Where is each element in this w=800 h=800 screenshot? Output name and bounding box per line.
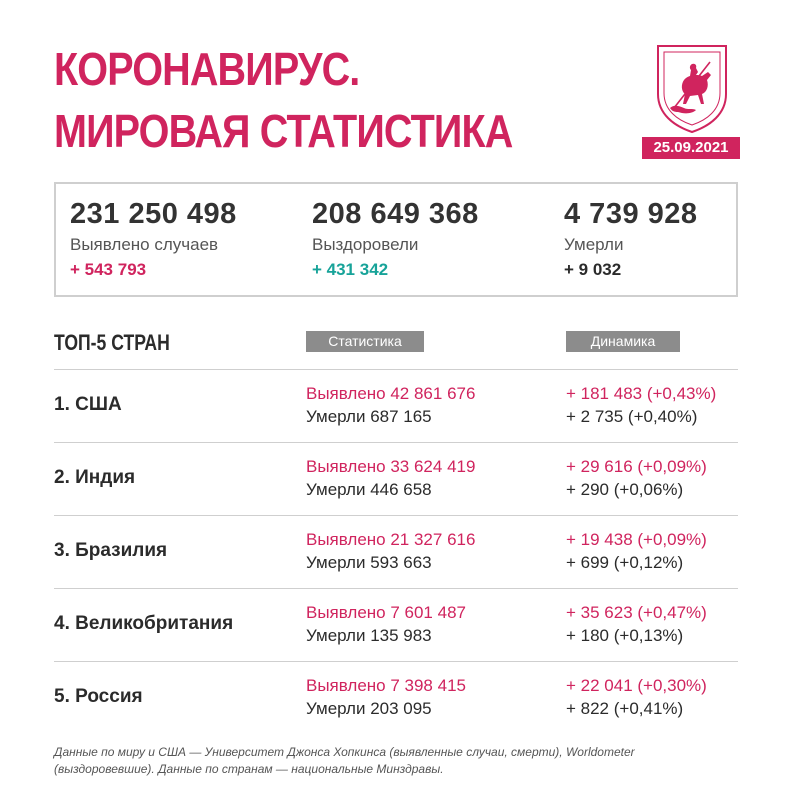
- total-cases-delta: + 543 793: [70, 260, 147, 279]
- total-recovered-label: Выздоровели: [312, 235, 419, 254]
- country-row: [54, 588, 738, 661]
- country-cases-delta: + 181 483 (+0,43%): [566, 384, 717, 403]
- total-deaths-value: 4 739 928: [564, 198, 698, 230]
- country-cases: Выявлено 21 327 616: [306, 530, 476, 549]
- country-row: [54, 515, 738, 588]
- country-name: 3. Бразилия: [54, 540, 168, 561]
- country-deaths: Умерли 135 983: [306, 626, 432, 645]
- country-name: 4. Великобритания: [54, 613, 234, 634]
- country-deaths-delta: + 2 735 (+0,40%): [566, 407, 698, 426]
- source-footnote: [54, 744, 754, 778]
- country-deaths: Умерли 203 095: [306, 699, 432, 718]
- country-cases-delta: + 29 616 (+0,09%): [566, 457, 707, 476]
- stats-column-header: Статистика: [306, 331, 424, 352]
- total-cases-value: 231 250 498: [70, 198, 237, 230]
- country-name: 2. Индия: [54, 467, 136, 488]
- footnote-line-1: Данные по миру и США — Университет Джонса Хопкинса (выявленные случаи, смерти), Worldometer: [54, 745, 635, 759]
- country-name: 1. США: [54, 394, 122, 415]
- title-line-1: КОРОНАВИРУС.: [54, 43, 360, 95]
- country-row: [54, 661, 738, 734]
- country-row: [54, 442, 738, 515]
- country-deaths-delta: + 180 (+0,13%): [566, 626, 684, 645]
- country-cases: Выявлено 42 861 676: [306, 384, 476, 403]
- country-cases-delta: + 22 041 (+0,30%): [566, 676, 707, 695]
- footnote-line-2: (выздоровевшие). Данные по странам — национальные Минздравы.: [54, 762, 444, 776]
- country-cases: Выявлено 7 601 487: [306, 603, 466, 622]
- title-line-2: МИРОВАЯ СТАТИСТИКА: [54, 105, 513, 157]
- country-cases-delta: + 35 623 (+0,47%): [566, 603, 707, 622]
- totals-panel: [54, 182, 738, 297]
- country-deaths-delta: + 822 (+0,41%): [566, 699, 684, 718]
- dynamics-column-header: Динамика: [566, 331, 680, 352]
- country-deaths: Умерли 593 663: [306, 553, 432, 572]
- date-badge: 25.09.2021: [642, 137, 740, 159]
- top5-heading: ТОП-5 СТРАН: [54, 330, 170, 355]
- country-name: 5. Россия: [54, 686, 143, 707]
- total-deaths-delta: + 9 032: [564, 260, 622, 279]
- country-cases: Выявлено 7 398 415: [306, 676, 466, 695]
- country-deaths: Умерли 687 165: [306, 407, 432, 426]
- total-cases-label: Выявлено случаев: [70, 235, 219, 254]
- country-deaths-delta: + 699 (+0,12%): [566, 553, 684, 572]
- country-deaths-delta: + 290 (+0,06%): [566, 480, 684, 499]
- total-recovered-value: 208 649 368: [312, 198, 479, 230]
- country-deaths: Умерли 446 658: [306, 480, 432, 499]
- country-cases-delta: + 19 438 (+0,09%): [566, 530, 707, 549]
- moscow-coat-of-arms-icon: [654, 42, 730, 134]
- country-cases: Выявлено 33 624 419: [306, 457, 476, 476]
- total-recovered-delta: + 431 342: [312, 260, 389, 279]
- country-row: [54, 369, 738, 442]
- total-deaths-label: Умерли: [564, 235, 624, 254]
